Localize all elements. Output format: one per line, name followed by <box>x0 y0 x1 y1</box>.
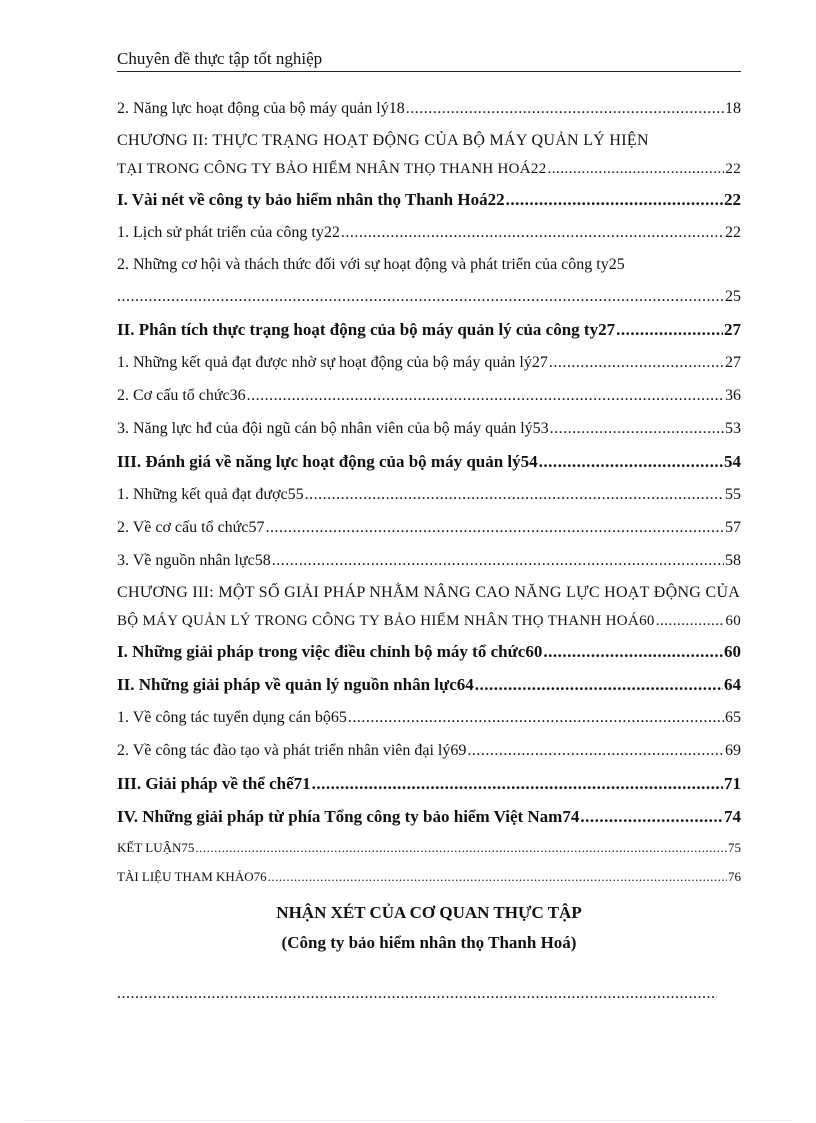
toc-entry-title: TÀI LIỆU THAM KHẢO76 <box>117 869 267 884</box>
toc-leader <box>348 701 724 734</box>
page-header: Chuyên đề thực tập tốt nghiệp <box>117 48 741 72</box>
toc-page-number: 65 <box>725 709 741 726</box>
toc-leader <box>543 635 723 668</box>
toc-page-number: 60 <box>724 642 741 661</box>
toc-entry[interactable] <box>117 478 741 511</box>
toc-entry[interactable] <box>117 216 741 249</box>
toc-entry[interactable] <box>117 511 741 544</box>
toc-entry[interactable] <box>117 412 741 445</box>
review-subtitle: (Công ty bảo hiểm nhân thọ Thanh Hoá) <box>281 933 577 952</box>
internship-review-section <box>117 898 741 958</box>
toc-chapter-entry[interactable] <box>117 125 741 183</box>
toc-entry[interactable] <box>117 833 741 862</box>
toc-entry-title: 2. Về công tác đào tạo và phát triển nhân viên đại lý69 <box>117 742 467 759</box>
toc-entry[interactable] <box>117 346 741 379</box>
toc-leader <box>550 412 724 445</box>
toc-chapter-title-line1: CHƯƠNG III: MỘT SỐ GIẢI PHÁP NHẰM NÂNG CAO NĂNG LỰC HOẠT ĐỘNG CỦA <box>117 584 741 601</box>
toc-leader <box>341 216 724 249</box>
toc-chapter-title-line2: BỘ MÁY QUẢN LÝ TRONG CÔNG TY BẢO HIỂM NHÂN THỌ THANH HOÁ60 <box>117 613 655 629</box>
toc-entry[interactable] <box>117 862 741 891</box>
toc-leader <box>265 511 724 544</box>
toc-page-number: 58 <box>725 552 741 569</box>
toc-entry[interactable] <box>117 734 741 767</box>
toc-page-number: 36 <box>725 387 741 404</box>
toc-entry[interactable] <box>117 668 741 701</box>
toc-leader <box>305 478 724 511</box>
toc-entry-title: 3. Năng lực hđ của đội ngũ cán bộ nhân viên của bộ máy quản lý53 <box>117 420 549 437</box>
review-fill-line <box>117 985 717 1007</box>
toc-page-number: 71 <box>724 774 741 793</box>
toc-chapter-title-line2: TẠI TRONG CÔNG TY BẢO HIỂM NHÂN THỌ THANH HOÁ22 <box>117 161 547 177</box>
toc-entry-title: II. Những giải pháp về quản lý nguồn nhân lực64 <box>117 675 474 694</box>
toc-entry-title: 3. Về nguồn nhân lực58 <box>117 552 271 569</box>
toc-entry[interactable] <box>117 701 741 734</box>
review-title: NHẬN XÉT CỦA CƠ QUAN THỰC TẬP <box>276 903 582 922</box>
toc-page-number: 18 <box>725 100 741 117</box>
toc-entry[interactable] <box>117 635 741 668</box>
toc-entry-title: 1. Những kết quả đạt được nhờ sự hoạt động của bộ máy quản lý27 <box>117 354 548 371</box>
toc-page-number: 22 <box>724 190 741 209</box>
toc-leader <box>656 608 725 635</box>
toc-page-number: 60 <box>725 613 741 629</box>
toc-entry-title: 1. Về công tác tuyển dụng cán bộ65 <box>117 709 347 726</box>
toc-chapter-title-line1: CHƯƠNG II: THỰC TRẠNG HOẠT ĐỘNG CỦA BỘ MÁY QUẢN LÝ HIỆN <box>117 132 649 149</box>
toc-page-number: 69 <box>725 742 741 759</box>
toc-entry-title: KẾT LUẬN75 <box>117 840 195 855</box>
toc-leader <box>117 280 725 313</box>
toc-leader <box>312 767 723 800</box>
toc-entry-title: I. Những giải pháp trong việc điều chỉnh bộ máy tổ chức60 <box>117 642 543 661</box>
toc-page-number: 25 <box>725 288 741 305</box>
toc-page-number: 76 <box>728 869 741 884</box>
toc-leader <box>549 346 724 379</box>
toc-leader <box>506 183 723 216</box>
toc-page-number: 54 <box>724 452 741 471</box>
toc-leader <box>247 379 724 412</box>
table-of-contents <box>117 92 741 891</box>
page-bottom-divider <box>25 1120 791 1121</box>
toc-page-number: 22 <box>725 224 741 241</box>
toc-leader <box>580 800 723 833</box>
toc-entry[interactable] <box>117 183 741 216</box>
toc-entry[interactable] <box>117 379 741 412</box>
toc-entry-title: II. Phân tích thực trạng hoạt động của bộ máy quản lý của công ty27 <box>117 320 616 339</box>
toc-entry-title: III. Đánh giá về năng lực hoạt động của bộ máy quản lý54 <box>117 452 538 471</box>
toc-entry[interactable] <box>117 800 741 833</box>
toc-page-number: 22 <box>725 161 741 177</box>
toc-leader <box>616 313 723 346</box>
toc-entry[interactable] <box>117 92 741 125</box>
toc-leader <box>272 544 724 577</box>
toc-leader <box>406 92 724 125</box>
toc-leader <box>539 445 723 478</box>
toc-page-number: 53 <box>725 420 741 437</box>
toc-entry[interactable] <box>117 445 741 478</box>
toc-page-number: 55 <box>725 486 741 503</box>
toc-leader <box>548 156 725 183</box>
toc-entry-title: 1. Những kết quả đạt được55 <box>117 486 304 503</box>
toc-entry-title: IV. Những giải pháp từ phía Tổng công ty bảo hiểm Việt Nam74 <box>117 807 580 826</box>
toc-leader <box>195 833 727 862</box>
toc-entry[interactable] <box>117 249 741 313</box>
toc-chapter-entry[interactable] <box>117 577 741 635</box>
toc-page-number: 74 <box>724 807 741 826</box>
toc-entry[interactable] <box>117 767 741 800</box>
toc-page-number: 75 <box>728 840 741 855</box>
toc-entry-title: 1. Lịch sử phát triển của công ty22 <box>117 224 340 241</box>
toc-entry-title: 2. Năng lực hoạt động của bộ máy quản lý18 <box>117 100 405 117</box>
toc-entry-title: I. Vài nét về công ty bảo hiểm nhân thọ Thanh Hoá22 <box>117 190 505 209</box>
toc-entry[interactable] <box>117 313 741 346</box>
toc-page-number: 27 <box>724 320 741 339</box>
toc-entry-title: 2. Những cơ hội và thách thức đối với sự hoạt động và phát triển của công ty25 <box>117 256 625 273</box>
toc-page-number: 64 <box>724 675 741 694</box>
toc-entry-title: III. Giải pháp về thể chế71 <box>117 774 311 793</box>
toc-leader <box>268 862 727 891</box>
toc-leader <box>475 668 723 701</box>
toc-page-number: 57 <box>725 519 741 536</box>
toc-page-number: 27 <box>725 354 741 371</box>
toc-leader <box>467 734 724 767</box>
toc-entry-title: 2. Cơ cấu tổ chức36 <box>117 387 246 404</box>
toc-entry[interactable] <box>117 544 741 577</box>
toc-entry-title: 2. Về cơ cấu tổ chức57 <box>117 519 265 536</box>
